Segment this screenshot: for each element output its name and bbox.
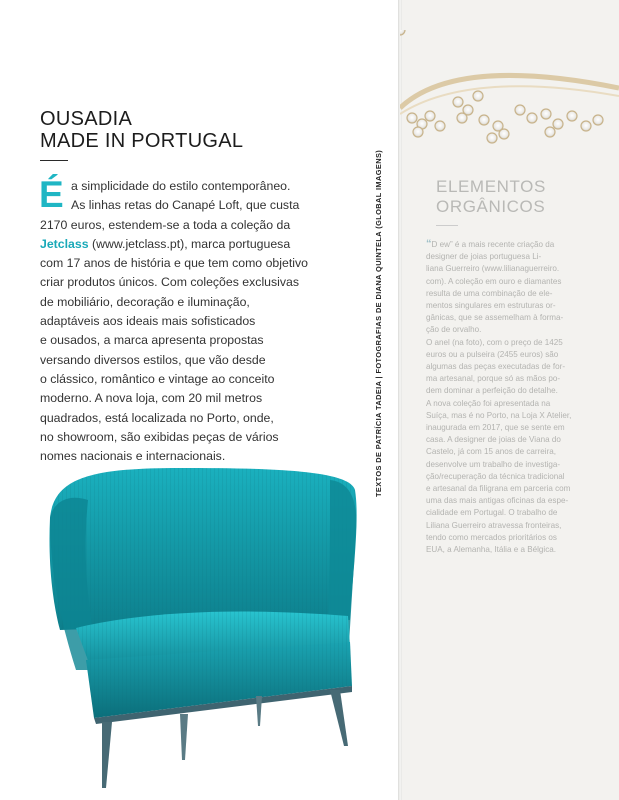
- photo-credits: TEXTOS DE PATRÍCIA TADEIA | FOTOGRAFIAS DE DIANA QUINTELA (GLOBAL IMAGENS): [374, 149, 383, 497]
- sidebar-body-line: uma das mais antigas oficinas da espe-: [426, 496, 569, 506]
- body-line: moderno. A nova loja, com 20 mil metros: [40, 391, 263, 406]
- body-line: e ousados, a marca apresenta propostas: [40, 333, 264, 348]
- headline-line-1: OUSADIA: [40, 108, 133, 130]
- sidebar-body-line: Suíça, mas é no Porto, na Loja X Atelier,: [426, 410, 572, 420]
- headline-rule: [40, 160, 68, 161]
- body-line: As linhas retas do Canapé Loft, que custa: [71, 198, 300, 213]
- sidebar-body-line: “D ew” é a mais recente criação da: [426, 238, 555, 250]
- body-line: criar produtos únicos. Com coleções exclusivas: [40, 275, 300, 290]
- sidebar-title-line-1: ELEMENTOS: [436, 177, 546, 196]
- sofa-photo: [30, 460, 375, 800]
- body-line: com 17 anos de história e que tem como objetivo: [40, 256, 308, 271]
- quote-mark: “: [426, 238, 432, 250]
- sidebar-body-line: dem dominar a perfeição do detalhe.: [426, 386, 558, 396]
- sidebar-body-line: EUA, a Alemanha, Itália e a Bélgica.: [426, 545, 557, 555]
- body-line: adaptáveis aos ideais mais sofisticados: [40, 314, 256, 329]
- sidebar-body-line: ção/recuperação da técnica tradicional: [426, 471, 565, 481]
- sidebar-body-line: cialidade em Portugal. O trabalho de: [426, 508, 558, 518]
- body-line: Jetclass (www.jetclass.pt), marca portuguesa: [40, 236, 291, 251]
- article-body: [39, 174, 360, 466]
- headline-line-2: MADE IN PORTUGAL: [40, 130, 244, 152]
- sidebar-body-line: algumas das peças executadas de for-: [426, 362, 566, 372]
- sidebar-body-line: tendo como mercados prioritários os: [426, 532, 557, 542]
- sidebar-body-line: casa. A designer de joias de Viana do: [426, 435, 561, 445]
- body-line: quadrados, está localizada no Porto, onde,: [40, 410, 274, 425]
- sidebar-body-line: e artesanal da filigrana em parceria com: [426, 484, 571, 494]
- sidebar-body-line: euros ou a pulseira (2455 euros) são: [426, 349, 559, 359]
- article-headline: [40, 108, 243, 152]
- brand-name: Jetclass: [40, 236, 92, 251]
- body-line: nomes nacionais e internacionais.: [40, 449, 226, 464]
- body-line: de mobiliário, decoração e iluminação,: [40, 294, 250, 309]
- sidebar-rule: [436, 225, 458, 226]
- sidebar-body-line: designer de joias portuguesa Li-: [426, 252, 542, 262]
- sidebar-body-line: Castelo, já com 15 anos de carreira,: [426, 447, 557, 457]
- sidebar-title: [436, 177, 546, 217]
- body-line: versando diversos estilos, que vão desde: [40, 352, 266, 367]
- sidebar-body-line: A nova coleção foi apresentada na: [426, 398, 551, 408]
- sidebar-body-line: gânicas, que se assemelham à forma-: [426, 313, 564, 323]
- sidebar-body-line: Liliana Guerreiro atravessa fronteiras,: [426, 520, 562, 530]
- sidebar-title-line-2: ORGÂNICOS: [436, 197, 546, 216]
- sidebar-body-line: ma artesanal, porque só as mãos po-: [426, 374, 561, 384]
- sidebar-body-line: liana Guerreiro (www.lilianaguerreiro.: [426, 264, 560, 274]
- body-line: 2170 euros, estendem-se a toda a coleção da: [40, 217, 291, 232]
- sidebar-body-line: resulta de uma combinação de ele-: [426, 288, 553, 298]
- drop-cap: É: [39, 174, 64, 215]
- body-line: a simplicidade do estilo contemporâneo.: [71, 179, 291, 193]
- sidebar-body: [426, 238, 576, 556]
- sidebar-body-line: mentos singulares em estruturas or-: [426, 301, 556, 311]
- sidebar-body-line: inaugurada em 2017, que se sente em: [426, 423, 565, 433]
- sidebar-body-line: desenvolve um trabalho de investiga-: [426, 459, 561, 469]
- sidebar-body-line: ção de orvalho.: [426, 325, 482, 335]
- sidebar-body-line: com). A coleção em ouro e diamantes: [426, 276, 562, 286]
- body-line: o clássico, romântico e vintage ao conceito: [40, 371, 275, 386]
- body-line: no showroom, são exibidas peças de vários: [40, 429, 279, 444]
- ring-photo: [400, 30, 619, 170]
- sidebar-body-line: O anel (na foto), com o preço de 1425: [426, 337, 563, 347]
